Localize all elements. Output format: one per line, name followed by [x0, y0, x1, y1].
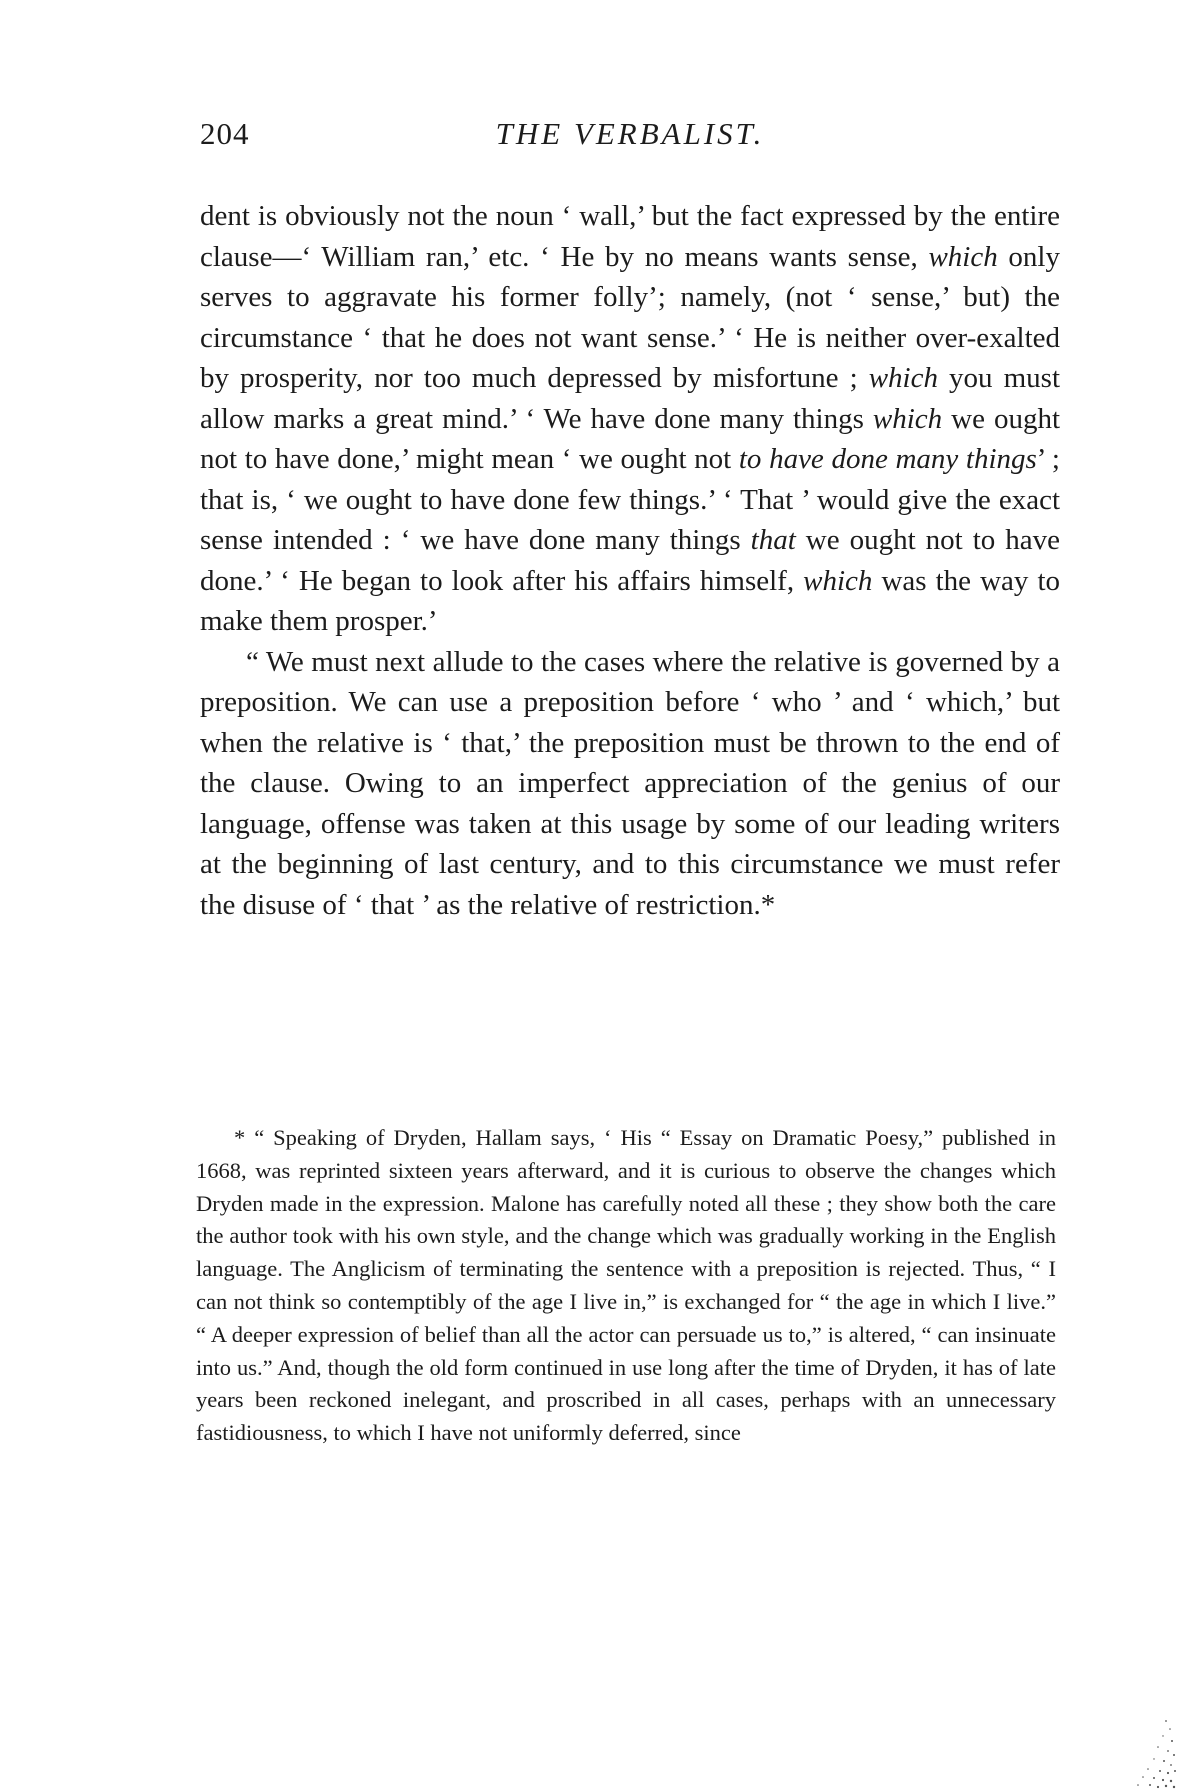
italic-word: which [803, 564, 873, 597]
italic-phrase: to have done many things [738, 443, 1037, 475]
text-run: only serves to aggravate his former folly’; namely, (not ‘ sense,’ but) the circumstance ‘ that he does not want sense.’ ‘ He is neither over-exalted by prosperity, nor too much depressed by misfortune ; [200, 240, 1060, 394]
footnote [196, 1122, 1056, 1450]
italic-word: which [868, 362, 938, 394]
italic-word: which [872, 402, 943, 435]
main-text [200, 196, 1060, 925]
text-run: dent is obviously not the noun ‘ wall,’ but the fact expressed by the entire clause—‘ William ran,’ etc. ‘ He by no means wants sense, [200, 200, 1060, 273]
text-run: we ought not to have done.’ ‘ He began to look after his affairs himself, [200, 524, 1060, 597]
running-head [200, 116, 1060, 156]
text-run: ’ ; that is, ‘ we ought to have done few things.’ ‘ That ’ would give the exact sense intended : ‘ we have done many things [200, 443, 1060, 556]
page-edge-speckle [1108, 1681, 1178, 1791]
paragraph-continuation [200, 196, 1060, 642]
italic-word: that [750, 524, 796, 556]
paragraph-relative-preposition: “ We must next allude to the cases where the relative is governed by a preposition. We can use a preposition before ‘ who ’ and ‘ which,’ but when the relative is ‘ that,’ the preposition must be thrown to the end of the clause. Owing to an imperfect appreciation of the genius of our language, offense was taken at this usage by some of our leading writers at the beginning of last century, and to this circumstance we must refer the disuse of ‘ that ’ as the relative of restriction.* [200, 645, 1060, 921]
footnote-text: * “ Speaking of Dryden, Hallam says, ‘ His “ Essay on Dramatic Poesy,” published in 1668, was reprinted sixteen years afterward, and it is curious to observe the changes which Dryden made in the expression. Malone has carefully noted all these ; they show both the care the author took with his own style, and the change which was gradually working in the English language. The Anglicism of terminating the sentence with a preposition is rejected. Thus, “ I can not think so contemptibly of the age I live in,” is exchanged for “ the age in which I live.” “ A deeper expression of belief than all the actor can persuade us to,” is altered, “ can insinuate into us.” And, though the old form continued in use long after the time of Dryden, it has of late years been reckoned inelegant, and proscribed in all cases, perhaps with an unnecessary fastidiousness, to which I have not uniformly deferred, since [196, 1125, 1056, 1446]
text-run: we ought not to have done,’ might mean ‘ we ought not [200, 402, 1061, 475]
page-number: 204 [200, 116, 250, 151]
text-run: you must allow marks a great mind.’ ‘ We have done many things [200, 362, 1061, 435]
running-title: THE VERBALIST. [495, 116, 765, 151]
italic-word: which [928, 240, 998, 273]
text-run: was the way to make them prosper.’ [200, 564, 1061, 637]
